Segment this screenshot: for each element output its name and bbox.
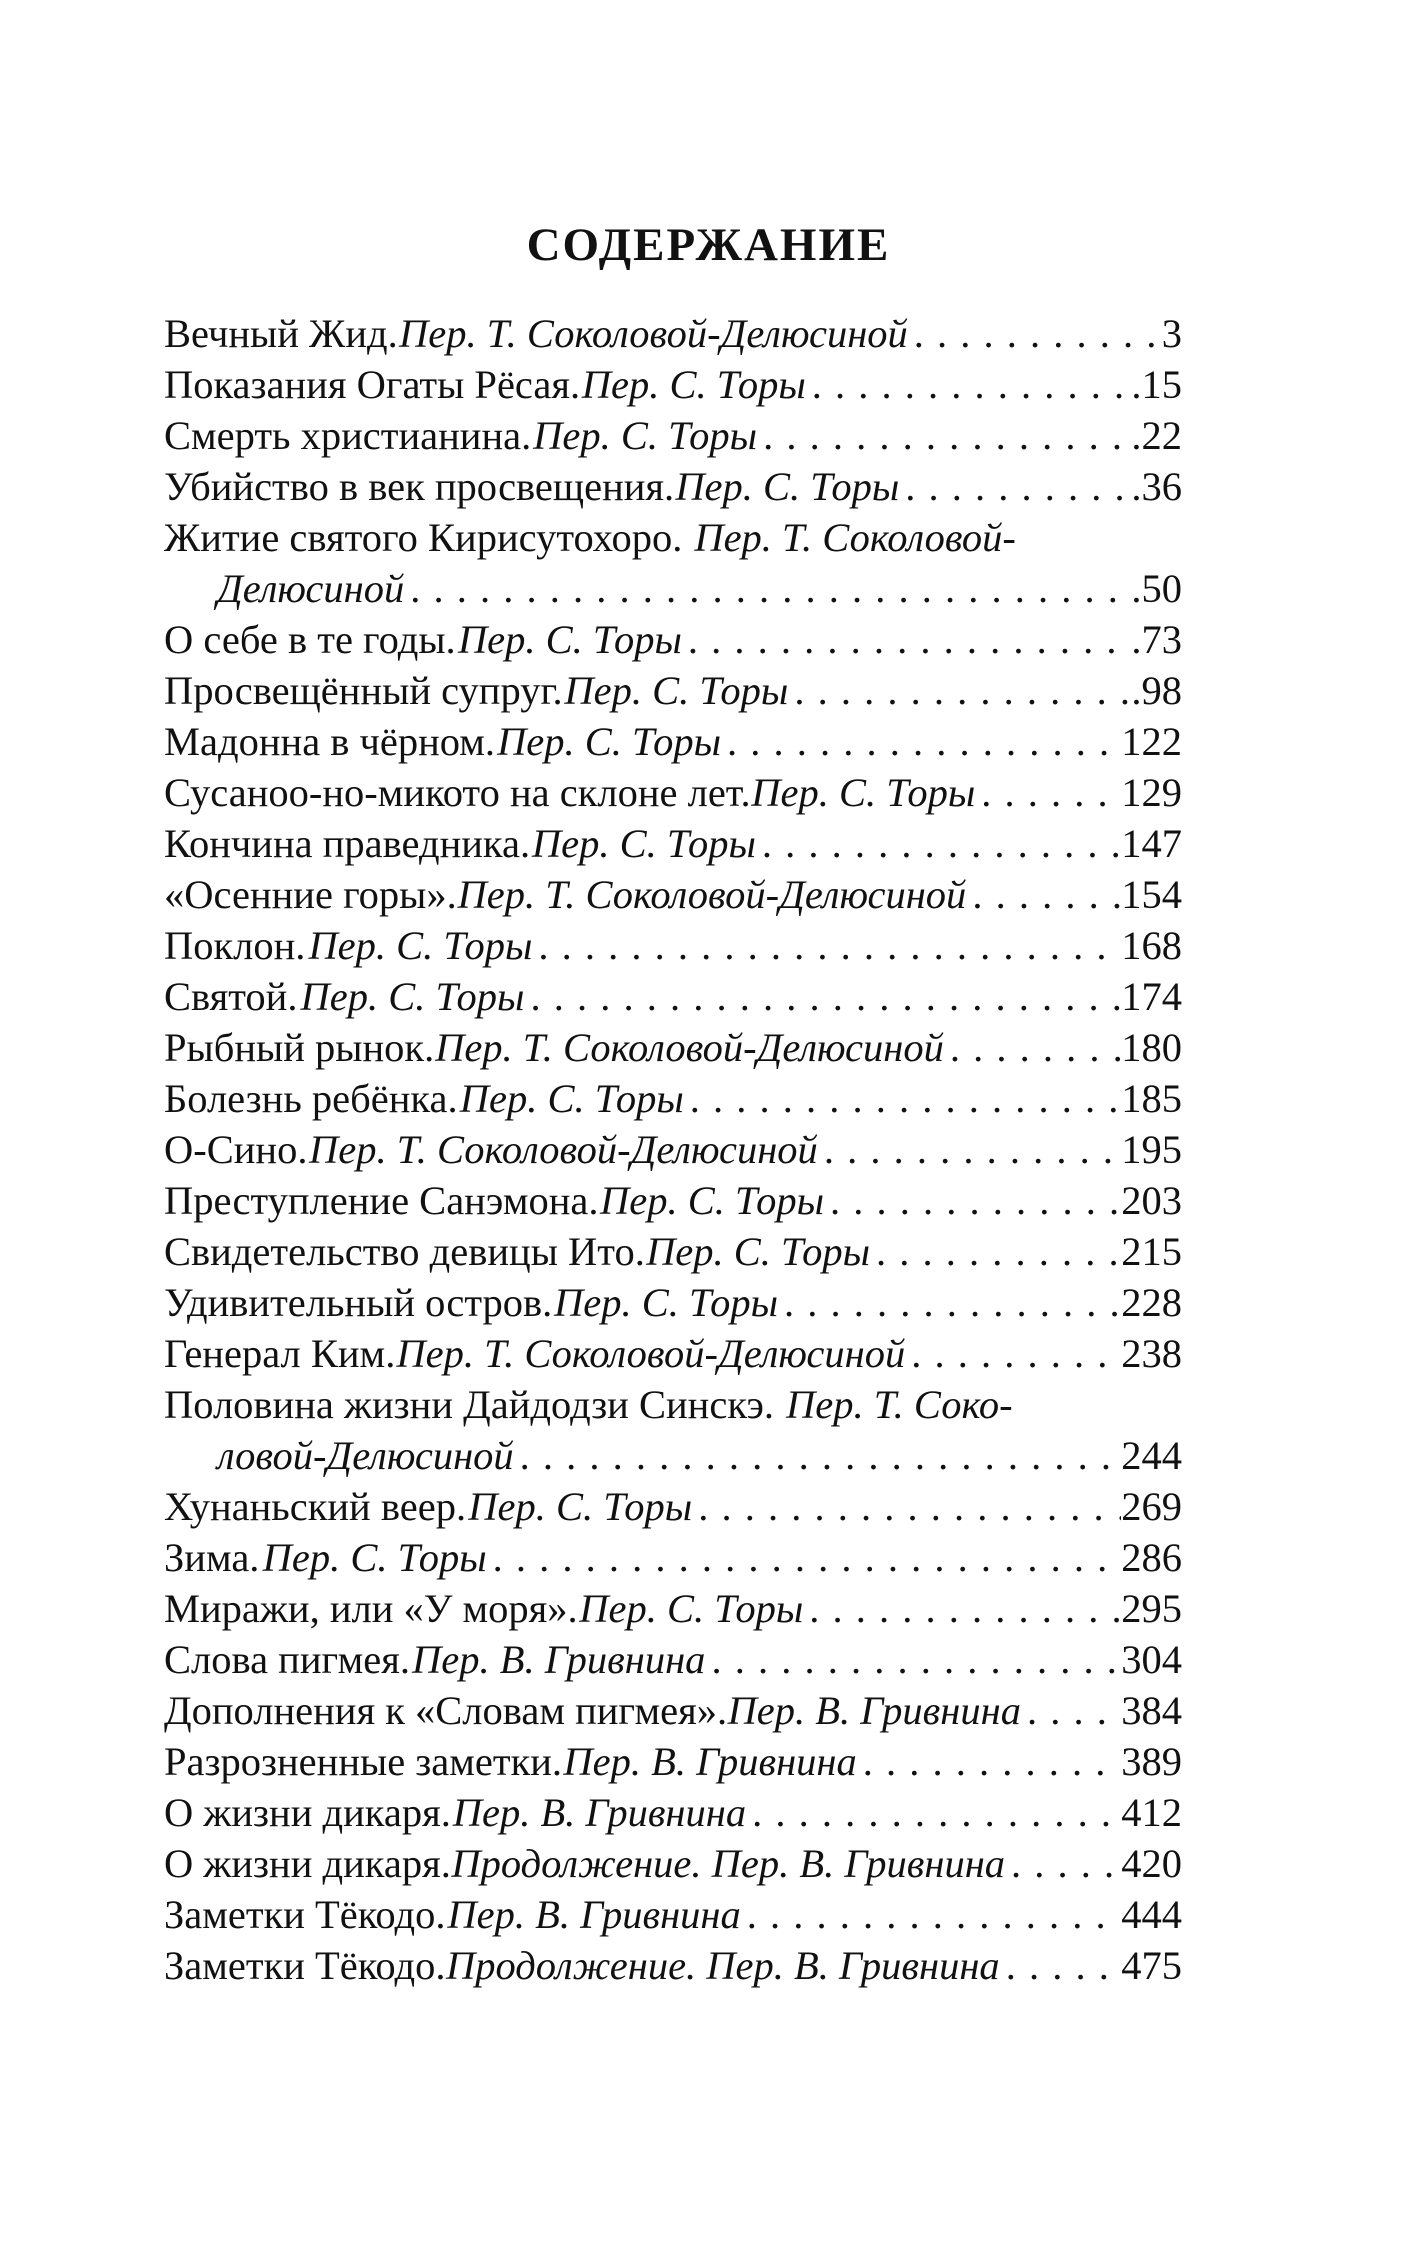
toc-entry-line xyxy=(164,1532,1182,1583)
toc-entry xyxy=(164,1226,1182,1277)
toc-entry xyxy=(164,1634,1182,1685)
entry-translator: Пер. С. Торы xyxy=(457,617,682,662)
entry-translator: Пер. С. Торы xyxy=(581,362,806,407)
entry-translator: Пер. С. Торы xyxy=(646,1229,871,1274)
entry-page-number: 269 xyxy=(1121,1484,1182,1529)
toc-entry xyxy=(164,614,1182,665)
toc-entry-continuation xyxy=(164,1430,1182,1481)
toc-entry-line xyxy=(164,1379,1182,1430)
toc-entry-line xyxy=(164,1838,1182,1889)
dot-leader xyxy=(908,308,1162,359)
dot-leader xyxy=(705,1634,1121,1685)
dot-leader xyxy=(905,1328,1121,1379)
entry-translator: Пер. Т. Соко- xyxy=(785,1382,1013,1427)
table-of-contents xyxy=(164,308,1182,1991)
toc-entry-line xyxy=(164,920,1182,971)
entry-translator: Пер. С. Торы xyxy=(554,1280,778,1325)
entry-title: Разрозненные заметки. xyxy=(164,1739,563,1784)
entry-translator: Пер. С. Торы xyxy=(468,1484,693,1529)
dot-leader xyxy=(803,1583,1121,1634)
entry-translator: Пер. С. Торы xyxy=(675,464,900,509)
entry-page-number: 444 xyxy=(1121,1892,1182,1937)
entry-title: Болезнь ребёнка. xyxy=(164,1076,458,1121)
entry-translator: Пер. С. Торы xyxy=(531,821,756,866)
entry-translator: Пер. С. Торы xyxy=(300,974,525,1019)
dot-leader xyxy=(404,563,1131,614)
entry-title: О-Сино. xyxy=(164,1127,308,1172)
dot-leader xyxy=(524,971,1121,1022)
toc-entry-line xyxy=(164,1277,1182,1328)
entry-page-number: 412 xyxy=(1121,1790,1182,1835)
entry-title: Миражи, или «У моря». xyxy=(164,1586,578,1631)
dot-leader xyxy=(806,359,1132,410)
entry-translator-continuation: ловой-Делюсиной xyxy=(217,1433,514,1478)
entry-page-number: 3 xyxy=(1161,311,1182,356)
toc-entry xyxy=(164,971,1182,1022)
toc-entry xyxy=(164,308,1182,359)
entry-translator: Пер. В. Гривнина xyxy=(563,1739,857,1784)
toc-entry-line xyxy=(164,1634,1182,1685)
entry-translator: Пер. С. Торы xyxy=(497,719,722,764)
entry-page-number: 228 xyxy=(1121,1280,1182,1325)
entry-title: Заметки Тёкодо. xyxy=(164,1943,446,1988)
entry-page-number: .98 xyxy=(1131,668,1182,713)
toc-entry-line xyxy=(164,1226,1182,1277)
toc-entry-line xyxy=(164,1583,1182,1634)
entry-translator: Продолжение. Пер. В. Гривнина xyxy=(446,1943,1000,1988)
entry-title: Зима. xyxy=(164,1535,260,1580)
entry-translator: Пер. Т. Соколовой-Делюсиной xyxy=(398,311,908,356)
toc-entry xyxy=(164,1583,1182,1634)
toc-entry-line xyxy=(164,1124,1182,1175)
entry-translator: Пер. Т. Соколовой-Делюсиной xyxy=(396,1331,906,1376)
entry-title: Слова пигмея. xyxy=(164,1637,410,1682)
toc-entry xyxy=(164,1379,1182,1481)
toc-entry xyxy=(164,665,1182,716)
entry-title: Генерал Ким. xyxy=(164,1331,396,1376)
toc-entry-line xyxy=(164,359,1182,410)
entry-translator: Пер. С. Торы xyxy=(533,413,758,458)
toc-entry xyxy=(164,1481,1182,1532)
entry-translator: Пер. Т. Соколовой-Делюсиной xyxy=(309,1127,818,1172)
dot-leader xyxy=(741,1889,1122,1940)
dot-leader xyxy=(684,1073,1121,1124)
toc-entry xyxy=(164,1124,1182,1175)
dot-leader xyxy=(824,1175,1121,1226)
toc-entry xyxy=(164,1022,1182,1073)
dot-leader xyxy=(746,1787,1121,1838)
entry-page-number: .22 xyxy=(1131,413,1182,458)
toc-entry-line xyxy=(164,1685,1182,1736)
entry-title: Святой. xyxy=(164,974,298,1019)
entry-translator: Пер. С. Торы xyxy=(262,1535,487,1580)
entry-translator: Пер. С. Торы xyxy=(564,668,789,713)
toc-entry-continuation xyxy=(164,563,1182,614)
entry-title: Свидетельство девицы Ито. xyxy=(164,1229,645,1274)
toc-entry xyxy=(164,1736,1182,1787)
dot-leader xyxy=(899,461,1131,512)
dot-leader xyxy=(788,665,1131,716)
dot-leader xyxy=(757,410,1131,461)
entry-translator: Пер. В. Гривнина xyxy=(452,1790,747,1835)
entry-title: Просвещённый супруг. xyxy=(164,668,563,713)
toc-entry-line xyxy=(164,461,1182,512)
entry-title: Смерть христианина. xyxy=(164,413,532,458)
toc-entry xyxy=(164,512,1182,614)
entry-page-number: 475 xyxy=(1121,1943,1182,1988)
entry-page-number: 174 xyxy=(1121,974,1182,1019)
toc-entry-line xyxy=(164,1940,1182,1991)
entry-page-number: 304 xyxy=(1121,1637,1182,1682)
entry-title: О жизни дикаря. xyxy=(164,1790,451,1835)
entry-page-number: 389 xyxy=(1121,1739,1182,1784)
toc-entry xyxy=(164,869,1182,920)
toc-entry xyxy=(164,1328,1182,1379)
dot-leader xyxy=(778,1277,1121,1328)
dot-leader xyxy=(966,869,1121,920)
entry-title: Рыбный рынок. xyxy=(164,1025,435,1070)
toc-entry-line xyxy=(164,1736,1182,1787)
entry-translator: Пер. Т. Соколовой-Делюсиной xyxy=(435,1025,944,1070)
toc-entry xyxy=(164,1889,1182,1940)
dot-leader xyxy=(721,716,1121,767)
entry-page-number: 195 xyxy=(1121,1127,1182,1172)
toc-entry xyxy=(164,1277,1182,1328)
toc-entry xyxy=(164,818,1182,869)
toc-entry-line xyxy=(164,1481,1182,1532)
toc-entry xyxy=(164,410,1182,461)
entry-page-number: 384 xyxy=(1121,1688,1182,1733)
toc-entry xyxy=(164,1838,1182,1889)
entry-page-number: 238 xyxy=(1121,1331,1182,1376)
dot-leader xyxy=(487,1532,1122,1583)
entry-title: Показания Огаты Рёсая. xyxy=(164,362,581,407)
entry-page-number: 185 xyxy=(1121,1076,1182,1121)
toc-entry-line xyxy=(164,308,1182,359)
entry-page-number: .15 xyxy=(1131,362,1182,407)
entry-title: Заметки Тёкодо. xyxy=(164,1892,446,1937)
entry-title: Мадонна в чёрном. xyxy=(164,719,496,764)
entry-title: Житие святого Кирисутохоро. xyxy=(164,515,683,560)
entry-translator: Пер. С. Торы xyxy=(600,1178,824,1223)
dot-leader xyxy=(682,614,1131,665)
toc-entry-line xyxy=(164,1787,1182,1838)
entry-page-number: .73 xyxy=(1131,617,1182,662)
toc-entry-line xyxy=(164,818,1182,869)
entry-title: Поклон. xyxy=(164,923,306,968)
toc-entry-line xyxy=(164,716,1182,767)
dot-leader xyxy=(1021,1685,1121,1736)
entry-translator: Пер. В. Гривнина xyxy=(727,1688,1021,1733)
dot-leader xyxy=(532,920,1121,971)
entry-page-number: 295 xyxy=(1121,1586,1182,1631)
entry-page-number: .50 xyxy=(1131,566,1182,611)
entry-page-number: 286 xyxy=(1121,1535,1182,1580)
toc-entry xyxy=(164,1073,1182,1124)
entry-page-number: 147 xyxy=(1121,821,1182,866)
entry-page-number: 129 xyxy=(1121,770,1182,815)
entry-title: О жизни дикаря. xyxy=(164,1841,451,1886)
entry-page-number: 168 xyxy=(1121,923,1182,968)
toc-entry xyxy=(164,461,1182,512)
entry-title: Хунаньский веер. xyxy=(164,1484,467,1529)
toc-entry-line xyxy=(164,410,1182,461)
dot-leader xyxy=(514,1430,1122,1481)
entry-title: Половина жизни Дайдодзи Синскэ. xyxy=(164,1382,774,1427)
entry-title: Дополнения к «Словам пигмея». xyxy=(164,1688,728,1733)
entry-translator: Продолжение. Пер. В. Гривнина xyxy=(451,1841,1006,1886)
dot-leader xyxy=(692,1481,1121,1532)
toc-entry-line xyxy=(164,665,1182,716)
toc-entry-line xyxy=(164,512,1182,563)
dot-leader xyxy=(756,818,1121,869)
entry-page-number: 244 xyxy=(1121,1433,1182,1478)
entry-page-number: 420 xyxy=(1121,1841,1182,1886)
toc-entry xyxy=(164,1532,1182,1583)
entry-page-number: .36 xyxy=(1131,464,1182,509)
toc-entry-line xyxy=(164,971,1182,1022)
entry-title: Преступление Санэмона. xyxy=(164,1178,599,1223)
entry-title: Удивительный остров. xyxy=(164,1280,553,1325)
entry-translator: Пер. С. Торы xyxy=(459,1076,684,1121)
toc-entry xyxy=(164,767,1182,818)
entry-translator: Пер. В. Гривнина xyxy=(412,1637,706,1682)
entry-translator: Пер. С. Торы xyxy=(751,770,976,815)
page-title: СОДЕРЖАНИЕ xyxy=(526,219,891,271)
toc-entry xyxy=(164,359,1182,410)
toc-entry xyxy=(164,1685,1182,1736)
entry-translator: Пер. Т. Соколовой-Делюсиной xyxy=(457,872,967,917)
entry-page-number: 122 xyxy=(1121,719,1182,764)
toc-entry xyxy=(164,1175,1182,1226)
dot-leader xyxy=(1000,1940,1122,1991)
entry-translator: Пер. С. Торы xyxy=(308,923,533,968)
dot-leader xyxy=(818,1124,1121,1175)
entry-translator: Пер. С. Торы xyxy=(579,1586,804,1631)
toc-entry-line xyxy=(164,1175,1182,1226)
dot-leader xyxy=(870,1226,1121,1277)
entry-title: Вечный Жид. xyxy=(164,311,398,356)
dot-leader xyxy=(1005,1838,1121,1889)
entry-page-number: 203 xyxy=(1121,1178,1182,1223)
toc-entry-line xyxy=(164,1022,1182,1073)
toc-entry xyxy=(164,1787,1182,1838)
entry-title: О себе в те годы. xyxy=(164,617,456,662)
toc-entry-line xyxy=(164,1073,1182,1124)
entry-page-number: 215 xyxy=(1121,1229,1182,1274)
toc-entry-line xyxy=(164,1328,1182,1379)
entry-title: Сусаноо-но-микото на склоне лет. xyxy=(164,770,751,815)
entry-title: «Осенние горы». xyxy=(164,872,457,917)
toc-entry xyxy=(164,1940,1182,1991)
dot-leader xyxy=(944,1022,1121,1073)
dot-leader xyxy=(975,767,1121,818)
toc-entry-line xyxy=(164,1889,1182,1940)
entry-page-number: 154 xyxy=(1121,872,1182,917)
toc-entry xyxy=(164,716,1182,767)
entry-translator-continuation: Делюсиной xyxy=(217,566,405,611)
toc-entry-line xyxy=(164,767,1182,818)
entry-translator: Пер. В. Гривнина xyxy=(447,1892,741,1937)
entry-title: Убийство в век просвещения. xyxy=(164,464,675,509)
toc-entry-line xyxy=(164,614,1182,665)
entry-title: Кончина праведника. xyxy=(164,821,531,866)
toc-entry xyxy=(164,920,1182,971)
entry-page-number: 180 xyxy=(1121,1025,1182,1070)
toc-entry-line xyxy=(164,869,1182,920)
dot-leader xyxy=(857,1736,1121,1787)
entry-translator: Пер. Т. Соколовой- xyxy=(694,515,1016,560)
